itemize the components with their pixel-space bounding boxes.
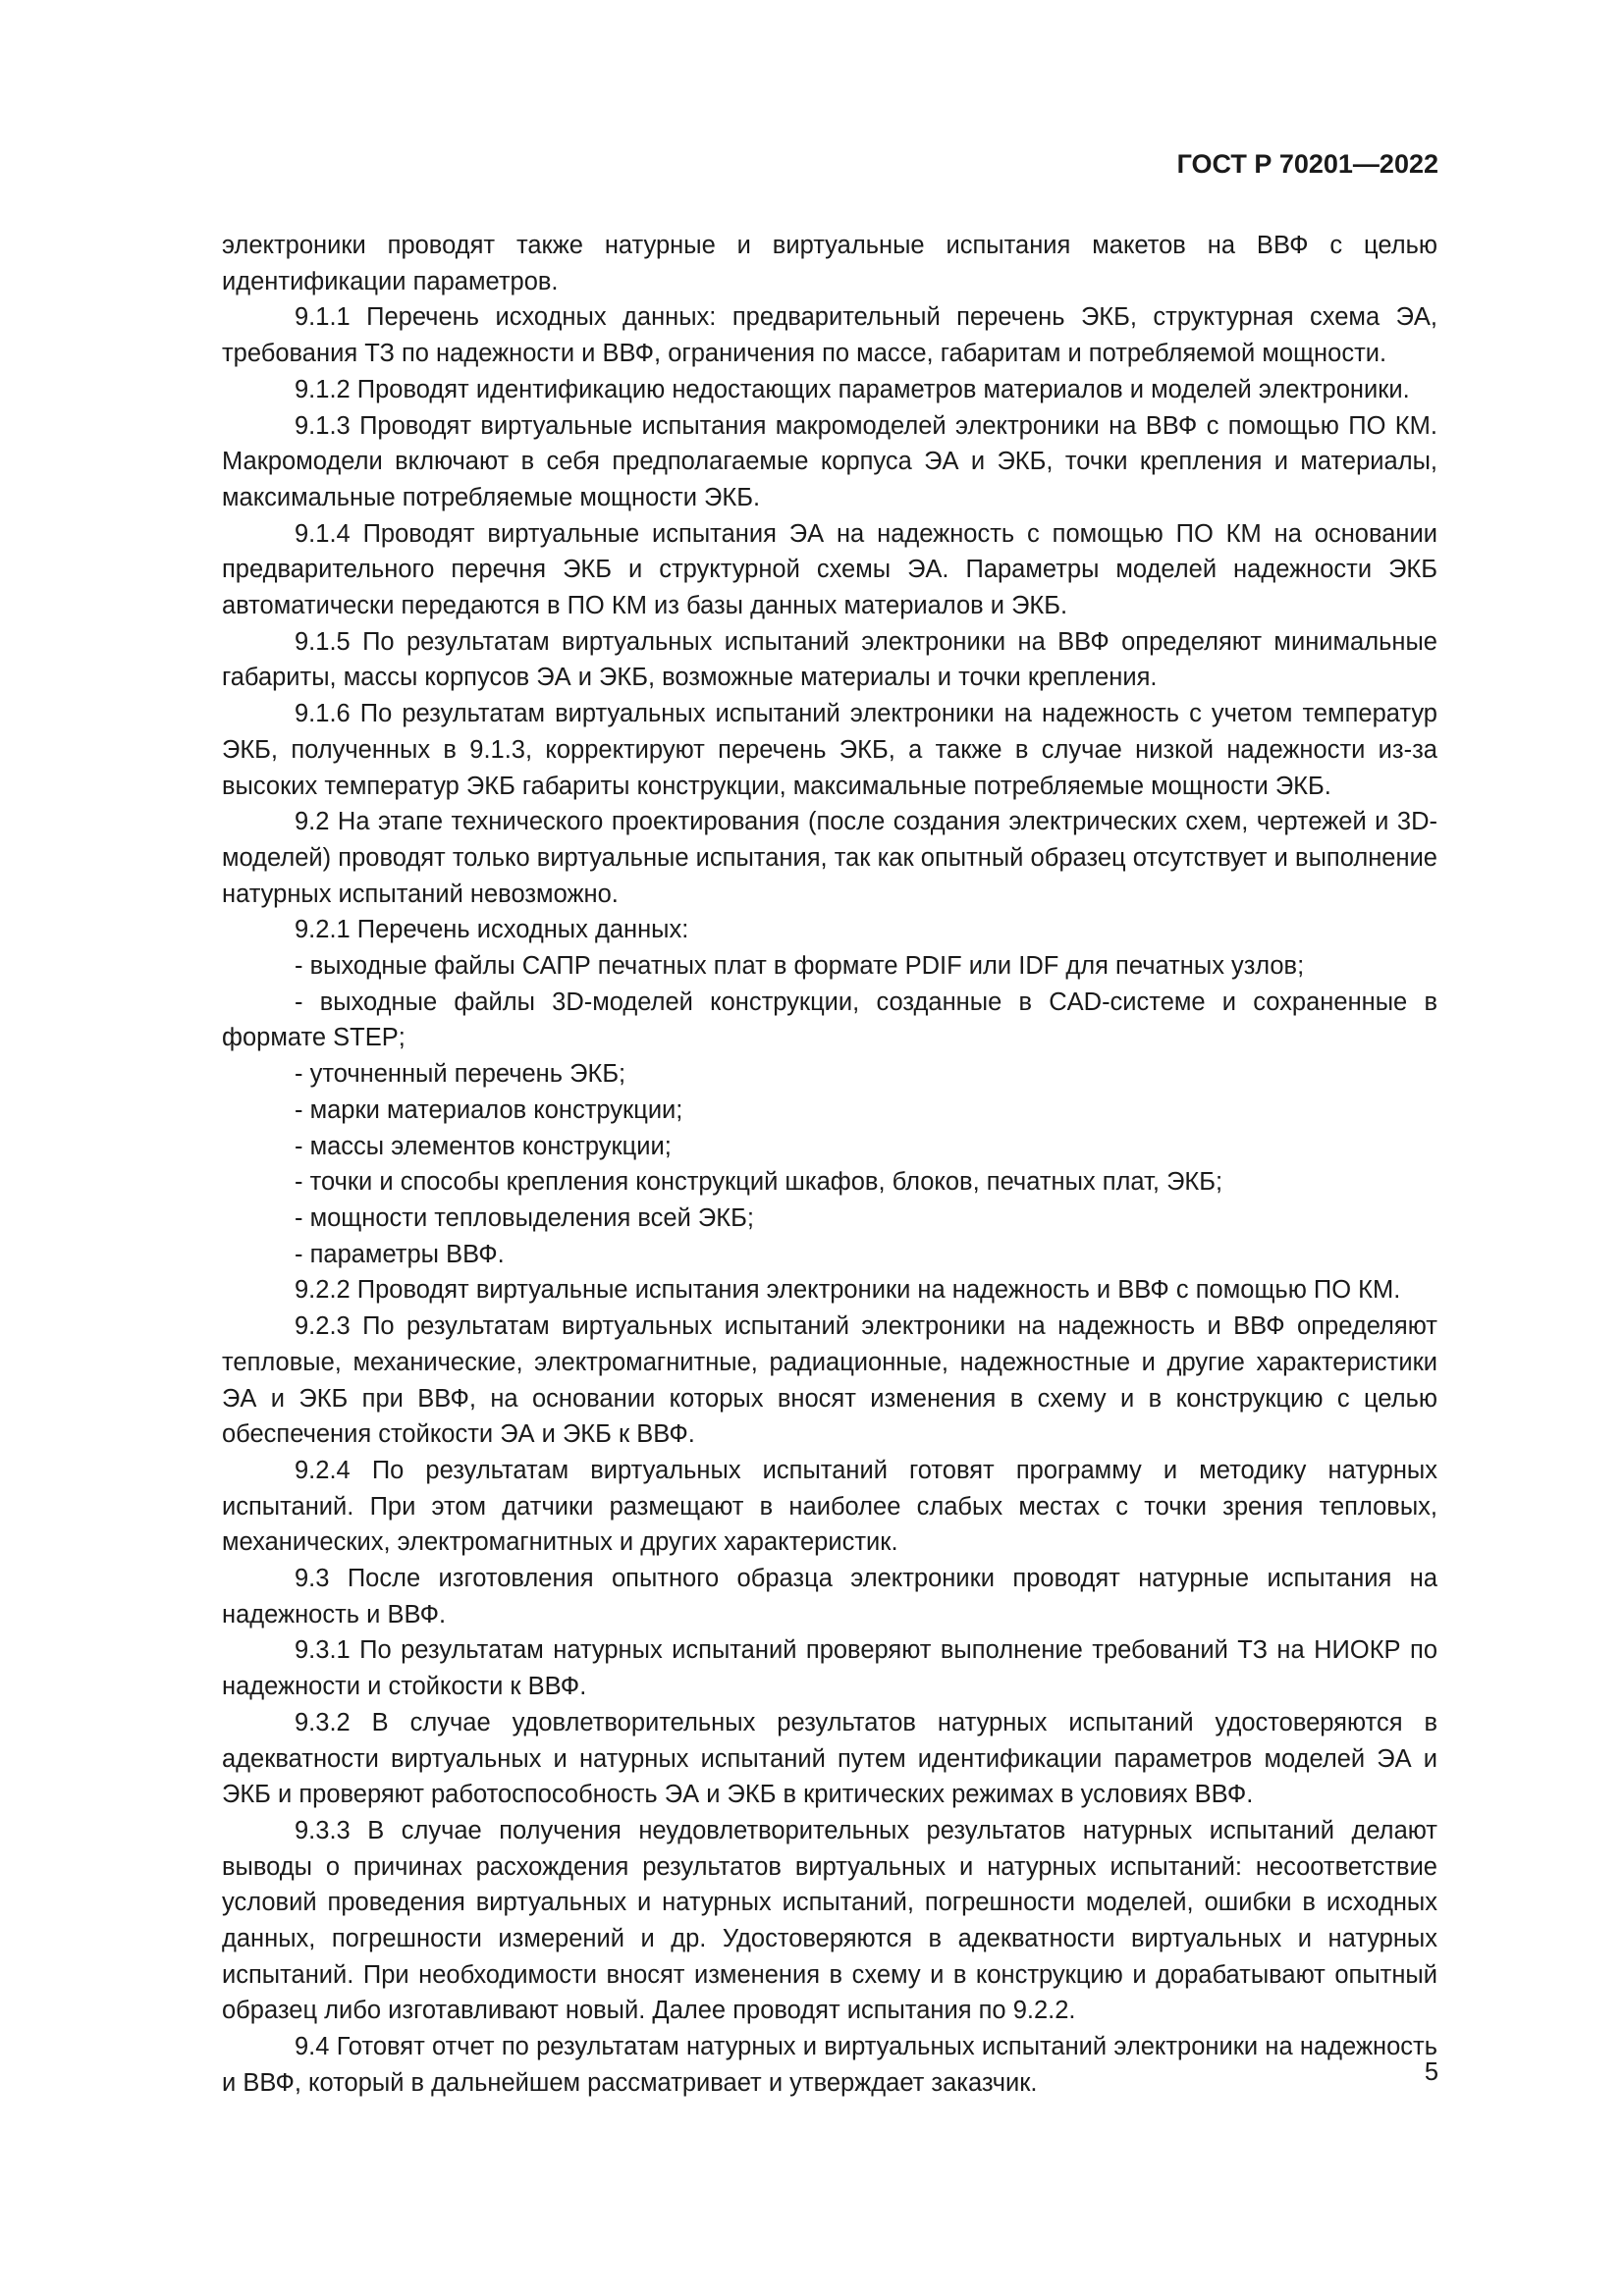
paragraph-9-2-1: 9.2.1 Перечень исходных данных: xyxy=(295,916,689,944)
document-code: ГОСТ Р 70201—2022 xyxy=(1176,149,1438,179)
paragraph-9-2-2: 9.2.2 Проводят виртуальные испытания электроники на надежность и ВВФ с помощью ПО КМ. xyxy=(295,1276,1401,1305)
paragraph-9-2: 9.2 На этапе технического проектирования (после создания электрических схем, чертежей и 3D-моделей) проводят только виртуальные испытания, так как опытный образец отсутствует и выполнение натурных испытаний невозможно. xyxy=(222,808,1437,908)
paragraph-9-3-1: 9.3.1 По результатам натурных испытаний проверяют выполнение требований ТЗ на НИОКР по надежности и стойкости к ВВФ. xyxy=(222,1636,1437,1701)
list-item: - выходные файлы САПР печатных плат в формате PDIF или IDF для печатных узлов; xyxy=(295,952,1305,981)
list-item: - массы элементов конструкции; xyxy=(295,1132,672,1160)
paragraph-9-1-3: 9.1.3 Проводят виртуальные испытания макромоделей электроники на ВВФ с помощью ПО КМ. Макромодели включают в себя предполагаемые корпуса ЭА и ЭКБ, точки крепления и материалы, максимальные потребляемые мощности ЭКБ. xyxy=(222,411,1437,511)
document-body xyxy=(222,228,1437,2102)
list-item: - выходные файлы 3D-моделей конструкции, созданные в CAD-системе и сохраненные в формате STEP; xyxy=(222,988,1437,1052)
list-item: - точки и способы крепления конструкций шкафов, блоков, печатных плат, ЭКБ; xyxy=(295,1168,1223,1197)
paragraph-9-1-1: 9.1.1 Перечень исходных данных: предварительный перечень ЭКБ, структурная схема ЭА, требования ТЗ по надежности и ВВФ, ограничения по массе, габаритам и потребляемой мощности. xyxy=(222,303,1437,368)
paragraph-9-1-6: 9.1.6 По результатам виртуальных испытаний электроники на надежность с учетом температур ЭКБ, полученных в 9.1.3, корректируют перечень ЭКБ, а также в случае низкой надежности из-за высоких температур ЭКБ габариты конструкции, максимальные потребляемые мощности ЭКБ. xyxy=(222,700,1437,800)
paragraph-9-1-2: 9.1.2 Проводят идентификацию недостающих параметров материалов и моделей электроники. xyxy=(295,375,1410,403)
page-number: 5 xyxy=(1424,2058,1438,2086)
paragraph-9-2-3: 9.2.3 По результатам виртуальных испытаний электроники на надежность и ВВФ определяют тепловые, механические, электромагнитные, радиационные, надежностные и другие характеристики ЭА и ЭКБ при ВВФ, на основании которых вносят изменения в схему и в конструкцию с целью обеспечения стойкости ЭА и ЭКБ к ВВФ. xyxy=(222,1312,1437,1449)
list-item: - уточненный перечень ЭКБ; xyxy=(295,1060,626,1089)
paragraph-continuation: электроники проводят также натурные и виртуальные испытания макетов на ВВФ с целью идентификации параметров. xyxy=(222,232,1437,295)
paragraph-9-1-5: 9.1.5 По результатам виртуальных испытаний электроники на ВВФ определяют минимальные габариты, массы корпусов ЭА и ЭКБ, возможные материалы и точки крепления. xyxy=(222,627,1437,692)
list-item: - параметры ВВФ. xyxy=(295,1240,505,1268)
paragraph-9-3-3: 9.3.3 В случае получения неудовлетворительных результатов натурных испытаний делают выводы о причинах расхождения результатов виртуальных и натурных испытаний: несоответствие условий проведения виртуальных и натурных испытаний, погрешности моделей, ошибки в исходных данных, погрешности измерений и др. Удостоверяются в адекватности виртуальных и натурных испытаний. При необходимости вносят изменения в схему и в конструкцию и дорабатывают опытный образец либо изготавливают новый. Далее проводят испытания по 9.2.2. xyxy=(222,1816,1437,2025)
paragraph-9-2-4: 9.2.4 По результатам виртуальных испытаний готовят программу и методику натурных испытаний. При этом датчики размещают в наиболее слабых местах с точки зрения тепловых, механических, электромагнитных и других характеристик. xyxy=(222,1456,1437,1557)
list-item: - мощности тепловыделения всей ЭКБ; xyxy=(295,1203,754,1232)
list-item: - марки материалов конструкции; xyxy=(295,1095,683,1124)
paragraph-9-3: 9.3 После изготовления опытного образца электроники проводят натурные испытания на надежность и ВВФ. xyxy=(222,1565,1437,1629)
paragraph-9-4: 9.4 Готовят отчет по результатам натурных и виртуальных испытаний электроники на надежность и ВВФ, который в дальнейшем рассматривает и утверждает заказчик. xyxy=(222,2033,1437,2097)
paragraph-9-1-4: 9.1.4 Проводят виртуальные испытания ЭА на надежность с помощью ПО КМ на основании предварительного перечня ЭКБ и структурной схемы ЭА. Параметры моделей надежности ЭКБ автоматически передаются в ПО КМ из базы данных материалов и ЭКБ. xyxy=(222,519,1437,620)
paragraph-9-3-2: 9.3.2 В случае удовлетворительных результатов натурных испытаний удостоверяются в адекватности виртуальных и натурных испытаний путем идентификации параметров моделей ЭА и ЭКБ и проверяют работоспособность ЭА и ЭКБ в критических режимах в условиях ВВФ. xyxy=(222,1708,1437,1809)
